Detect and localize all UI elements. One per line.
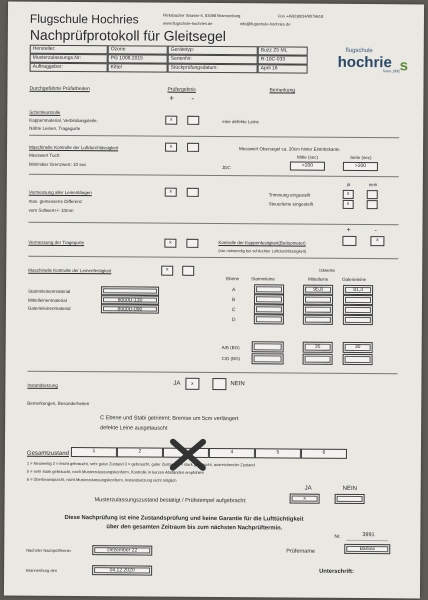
ab-label: A/B (BG) [221, 345, 240, 351]
leine-minus-checkbox[interactable] [182, 266, 194, 276]
trimm-ja-checkbox[interactable]: x [343, 190, 354, 199]
minus-sign: - [191, 93, 195, 103]
gesamt-legend1: 1 = Neuwertig 2 = leicht gebraucht, sehr guter Zustand 3 = gebraucht, guter Zustand 4 = stark gebraucht, ausreichender Zustand [26, 460, 255, 468]
ja-header: ja [346, 181, 351, 187]
schirm-sub1: Kappenmaterial, Verbindungsteile, [29, 117, 98, 124]
label-hersteller: Hersteller: [30, 45, 108, 55]
galerie-d-field[interactable] [343, 315, 373, 325]
luft-minus-checkbox[interactable] [187, 143, 199, 152]
galerie-material-label: Galerieleinenmaterial [27, 305, 71, 311]
ort-date-field[interactable]: 04.12.2020 [92, 565, 152, 575]
trage-title: Vermessung der Tragegurte [28, 239, 85, 246]
instand-ja-label: JA [173, 380, 181, 387]
divider [29, 174, 399, 178]
instand-nein-label: NEIN [230, 381, 245, 388]
istwerte-label: Istwerte [319, 267, 335, 273]
ebene-row-b: B [231, 297, 236, 304]
kappe-plus-checkbox[interactable] [342, 236, 356, 246]
kappe-plus-sign: + [346, 226, 351, 234]
kappe-note2: (nur notwendig bei schlechter Luftdurchlässigkeit) [218, 248, 307, 254]
gesamt-option-5[interactable]: 5 [255, 448, 301, 458]
trage-minus-checkbox[interactable] [186, 239, 198, 248]
document-title: Nachprüfprotokoll für Gleitsegel [29, 26, 227, 45]
label-musterzulassung: Musterzulassungs.Nr: [30, 54, 108, 64]
schirm-note: eine defekte Leine [222, 119, 260, 125]
stamm-material-label: Stammleinenmaterial [28, 288, 71, 294]
muster-ja-checkbox[interactable]: x [290, 494, 320, 504]
value-geraetetyp: Buzz Z5 ML [258, 46, 308, 55]
mittel-col-header: Mittelleine [308, 276, 329, 282]
gesamt-option-4[interactable]: 4 [209, 448, 255, 458]
logo-s-letter: s [399, 57, 409, 75]
gesamt-option-2[interactable]: 2 [117, 447, 163, 457]
nr-value: 3991 [362, 532, 375, 539]
value-stueckpruefung: April 16 [258, 64, 308, 73]
galerie-a-field[interactable]: 81,3 [343, 285, 373, 295]
galerie-cd-field[interactable] [343, 354, 373, 365]
ort-label: Brannenburg den [26, 567, 58, 573]
kappe-minus-sign: - [374, 227, 377, 235]
luft-title: Maschinelle Kontrolle der Luftdurchlässigkeit [29, 144, 119, 151]
logo-main-text: hochrie [337, 53, 392, 72]
verm-sub2: vom Sollwert+/- 10mm [28, 207, 74, 214]
gesamt-option-6[interactable]: 6 [301, 449, 347, 459]
instand-ja-checkbox[interactable]: x [185, 378, 199, 390]
galerie-material-field[interactable]: 8000U-090 [101, 304, 159, 313]
mittel-d-field[interactable] [303, 315, 333, 325]
jdc-label: JDC [221, 165, 231, 171]
stamm-a-field[interactable] [254, 284, 284, 294]
schirm-plus-checkbox[interactable]: x [165, 116, 177, 125]
luft-plus-checkbox[interactable]: x [165, 143, 177, 152]
value-hersteller: Ozone [108, 45, 168, 54]
col-header-bemerkung: Bemerkung [269, 87, 296, 94]
logo-sub-text: Since 1992 [382, 69, 401, 74]
cd-label: C/D (BG) [221, 356, 241, 362]
leine-plus-checkbox[interactable]: x [161, 266, 173, 276]
ebene-header: Ebene [226, 276, 240, 282]
steuer-label: Steuerleine eingestellt [268, 201, 313, 207]
schirm-title: Schirmkontrolle [29, 109, 61, 115]
naechster-field[interactable]: Dezember 22 [92, 545, 152, 555]
schirm-sub2: Nähte Leinen, Tragegurte [29, 125, 81, 132]
divider [29, 222, 399, 226]
unterschrift-label: Unterschrift: [319, 568, 354, 575]
plus-sign: + [169, 93, 175, 103]
steuer-nein-checkbox[interactable] [367, 200, 378, 209]
school-web[interactable]: www.flugschule-hochries.de [162, 20, 213, 26]
leine-title: Maschinelle Kontrolle der Leinenfestigkeit [28, 267, 112, 274]
mittel-c-field[interactable] [303, 305, 333, 315]
verm-title: Vermessung aller Leinenlängen [28, 189, 92, 196]
pruefer-field[interactable]: Barlow [344, 544, 390, 554]
trimm-nein-checkbox[interactable] [367, 190, 378, 199]
ebene-row-a: A [232, 287, 236, 294]
verm-plus-checkbox[interactable]: x [165, 188, 177, 197]
gesamt-label: Gesamtzustand [26, 450, 69, 457]
protocol-sheet [4, 2, 424, 599]
mitte-value-field[interactable]: >200 [290, 162, 325, 171]
seite-value-field[interactable]: >200 [343, 162, 378, 171]
mittel-material-field[interactable]: 8000U-130 [101, 295, 159, 304]
value-musterzulassung: PG 1008.2015 [108, 54, 168, 63]
remarks-line1: C Ebene und Stabi getrimmt; Bremse um 5cm verlängert [100, 415, 239, 423]
galerie-c-field[interactable] [343, 305, 373, 315]
stamm-b-field[interactable] [254, 294, 284, 304]
mitte-label: Mitte (sec) [296, 154, 319, 160]
disclaimer-line2: über den gesamten Zeitraum bis zum nächsten Nachprüftermin. [106, 524, 283, 532]
verm-sub1: max. gemessene Differenz [28, 198, 83, 205]
gesamt-option-1[interactable]: 1 [71, 447, 117, 457]
instand-label: Instandsetzung [27, 382, 58, 388]
luft-sub1: Messwert Tuch: [28, 152, 61, 158]
school-name: Flugschule Hochries [29, 11, 139, 27]
divider [27, 371, 397, 375]
nr-label: Nr. [334, 533, 341, 540]
pruefer-label: Prüfername [286, 548, 316, 555]
kappe-note1: Kontrolle der Kappenfestigkeit(Bettsometer) [218, 240, 306, 246]
mittel-material-label: Mittelleinenmaterial [27, 297, 67, 303]
trage-plus-checkbox[interactable]: x [164, 239, 176, 248]
muster-label: Musterzulassungszustand bestätigt / Prüfstempel aufgebracht: [94, 497, 247, 505]
galerie-ab-field[interactable]: 30 [343, 342, 373, 353]
seite-label: Seite (sec) [349, 154, 372, 161]
galerie-col-header: Galerieleine [342, 276, 367, 283]
steuer-ja-checkbox[interactable]: x [343, 200, 354, 209]
logo-top-text: flugschule [345, 47, 373, 55]
mittel-ab-field[interactable]: 35 [303, 342, 333, 353]
remarks-label: Bemerkungen, Besonderheiten [27, 400, 90, 407]
luft-note: Messwert Obersegel ca. 20cm hinter Eintrittskante [239, 146, 340, 152]
stamm-d-field[interactable] [254, 314, 284, 324]
value-auftraggeber: Kittel [108, 63, 168, 72]
galerie-b-field[interactable] [343, 295, 373, 305]
schirm-minus-checkbox[interactable] [187, 116, 199, 125]
stamm-ab-field[interactable] [252, 341, 284, 352]
label-auftraggeber: Auftraggeber: [30, 63, 108, 73]
mittel-a-field[interactable]: 95,8 [303, 285, 333, 295]
muster-nein-checkbox[interactable] [335, 494, 365, 504]
stamm-cd-field[interactable] [252, 353, 284, 364]
stamm-material-field[interactable] [101, 286, 159, 295]
muster-nein-label: NEIN [342, 485, 358, 493]
ebene-row-c: C [231, 307, 236, 314]
stamm-c-field[interactable] [254, 304, 284, 314]
col-header-arbeiten: Durchgeführte Prüfarbeiten [29, 85, 90, 93]
trimm-label: Trimmung eingestellt [268, 192, 311, 198]
school-phone: Fon +49(0)8034/9079618 [277, 13, 324, 19]
kappe-minus-checkbox[interactable]: x [370, 236, 384, 246]
verm-minus-checkbox[interactable] [187, 188, 199, 197]
school-email[interactable]: info@flugschule-hochries.de [239, 21, 291, 27]
luft-sub2: Minimaler Grenzwert: 10 sec [28, 161, 87, 168]
disclaimer-line1: Diese Nachprüfung ist eine Zustandsprüfung und keine Garantie für die Lufttüchtigkeit [64, 514, 304, 523]
mittel-b-field[interactable] [303, 295, 333, 305]
ebene-row-d: D [231, 317, 236, 324]
school-address: Flintsbacher Strasse 6, 83098 Brannenburg [162, 12, 241, 19]
nein-header: nein [368, 182, 378, 188]
label-stueckpruefung: Stückprüfungsdatum: [168, 64, 258, 74]
divider [29, 135, 399, 139]
naechster-label: Nächster Nachprüftermin [26, 547, 71, 554]
instand-nein-checkbox[interactable] [212, 378, 226, 390]
value-seriennr: R-10C-033 [258, 55, 308, 64]
muster-ja-label: JA [304, 485, 312, 492]
gesamt-legend2: 5 = sehr stark gebraucht, noch Musterzulassungskonform, Kontrolle in kurzen Abständen empfohlen [26, 468, 204, 475]
nr-underline [346, 540, 388, 541]
label-geraetetyp: Gerätetyp: [168, 46, 258, 56]
remarks-line2: defekte Leine ausgetauscht [100, 425, 168, 432]
stamm-col-header: Stammleine [251, 276, 275, 282]
mittel-cd-field[interactable] [303, 354, 333, 365]
col-header-ergebnis: Prüfergebnis [167, 86, 196, 93]
gesamt-legend3: 6 = Überbeanspurcht, nicht Musterzulassungskonform, Instandsetzung nicht möglich [26, 476, 177, 483]
label-seriennr: SerienNr: [168, 55, 258, 65]
divider [28, 256, 398, 260]
